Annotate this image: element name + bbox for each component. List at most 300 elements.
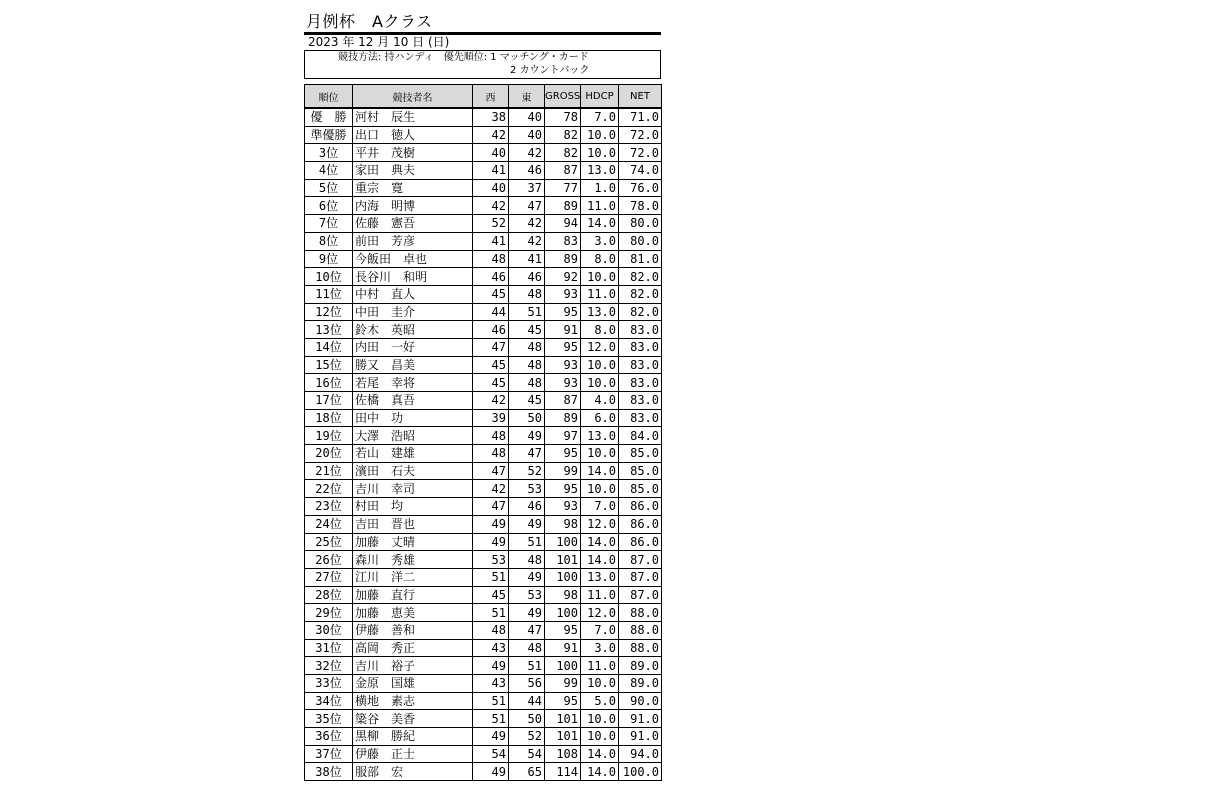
player-name-cell: 今飯田 卓也 bbox=[353, 250, 473, 268]
in-score-cell: 48 bbox=[509, 338, 545, 356]
gross-cell: 101 bbox=[545, 710, 581, 728]
in-score-cell: 45 bbox=[509, 321, 545, 339]
in-score-cell: 46 bbox=[509, 268, 545, 286]
out-score-cell: 51 bbox=[473, 568, 509, 586]
rank-cell: 13位 bbox=[305, 321, 353, 339]
hdcp-cell: 10.0 bbox=[581, 356, 619, 374]
gross-cell: 101 bbox=[545, 728, 581, 746]
in-score-cell: 40 bbox=[509, 126, 545, 144]
net-cell: 83.0 bbox=[619, 356, 662, 374]
gross-cell: 98 bbox=[545, 586, 581, 604]
in-score-cell: 48 bbox=[509, 374, 545, 392]
player-name-cell: 若山 建雄 bbox=[353, 445, 473, 463]
net-cell: 88.0 bbox=[619, 621, 662, 639]
out-score-cell: 48 bbox=[473, 427, 509, 445]
rank-cell: 32位 bbox=[305, 657, 353, 675]
rank-cell: 16位 bbox=[305, 374, 353, 392]
net-cell: 83.0 bbox=[619, 374, 662, 392]
table-row bbox=[305, 144, 662, 162]
table-row bbox=[305, 551, 662, 569]
player-name-cell: 田中 功 bbox=[353, 409, 473, 427]
net-cell: 86.0 bbox=[619, 498, 662, 516]
gross-cell: 78 bbox=[545, 108, 581, 126]
player-name-cell: 内海 明博 bbox=[353, 197, 473, 215]
player-name-cell: 濱田 石夫 bbox=[353, 462, 473, 480]
player-name-cell: 江川 洋二 bbox=[353, 568, 473, 586]
table-row bbox=[305, 321, 662, 339]
out-score-cell: 46 bbox=[473, 268, 509, 286]
table-row bbox=[305, 498, 662, 516]
player-name-cell: 内田 一好 bbox=[353, 338, 473, 356]
player-name-cell: 若尾 幸将 bbox=[353, 374, 473, 392]
player-name-cell: 佐橋 真吾 bbox=[353, 392, 473, 410]
in-score-cell: 49 bbox=[509, 515, 545, 533]
out-score-cell: 51 bbox=[473, 710, 509, 728]
hdcp-cell: 10.0 bbox=[581, 480, 619, 498]
player-name-cell: 河村 辰生 bbox=[353, 108, 473, 126]
in-score-cell: 47 bbox=[509, 197, 545, 215]
in-score-cell: 54 bbox=[509, 745, 545, 763]
player-name-cell: 伊藤 正士 bbox=[353, 745, 473, 763]
hdcp-cell: 13.0 bbox=[581, 568, 619, 586]
rules-line-2: 2 カウントバック bbox=[510, 65, 590, 76]
player-name-cell: 森川 秀雄 bbox=[353, 551, 473, 569]
rank-cell: 12位 bbox=[305, 303, 353, 321]
hdcp-cell: 12.0 bbox=[581, 515, 619, 533]
hdcp-cell: 4.0 bbox=[581, 392, 619, 410]
table-row bbox=[305, 710, 662, 728]
out-score-cell: 39 bbox=[473, 409, 509, 427]
in-score-cell: 52 bbox=[509, 728, 545, 746]
table-row bbox=[305, 232, 662, 250]
in-score-cell: 48 bbox=[509, 639, 545, 657]
out-score-cell: 45 bbox=[473, 374, 509, 392]
in-score-cell: 47 bbox=[509, 445, 545, 463]
hdcp-cell: 10.0 bbox=[581, 445, 619, 463]
in-score-cell: 42 bbox=[509, 144, 545, 162]
rules-line-1: 競技方法: 持ハンディ 優先順位: 1 マッチング・カード bbox=[338, 52, 589, 63]
gross-cell: 89 bbox=[545, 250, 581, 268]
in-score-cell: 50 bbox=[509, 409, 545, 427]
rank-cell: 38位 bbox=[305, 763, 353, 781]
player-name-cell: 出口 徳人 bbox=[353, 126, 473, 144]
player-name-cell: 金原 国雄 bbox=[353, 675, 473, 693]
hdcp-cell: 11.0 bbox=[581, 285, 619, 303]
in-score-cell: 65 bbox=[509, 763, 545, 781]
hdcp-cell: 14.0 bbox=[581, 533, 619, 551]
player-name-cell: 伊藤 善和 bbox=[353, 621, 473, 639]
table-row bbox=[305, 763, 662, 781]
net-cell: 83.0 bbox=[619, 338, 662, 356]
table-row bbox=[305, 162, 662, 180]
rank-cell: 3位 bbox=[305, 144, 353, 162]
rank-cell: 27位 bbox=[305, 568, 353, 586]
hdcp-cell: 14.0 bbox=[581, 462, 619, 480]
gross-cell: 91 bbox=[545, 321, 581, 339]
net-cell: 91.0 bbox=[619, 728, 662, 746]
in-score-cell: 42 bbox=[509, 232, 545, 250]
gross-cell: 100 bbox=[545, 533, 581, 551]
table-header-row bbox=[305, 85, 662, 109]
header-net: NET bbox=[619, 85, 662, 109]
table-row bbox=[305, 568, 662, 586]
out-score-cell: 49 bbox=[473, 515, 509, 533]
gross-cell: 100 bbox=[545, 568, 581, 586]
net-cell: 90.0 bbox=[619, 692, 662, 710]
header-hdcp: HDCP bbox=[581, 85, 619, 109]
net-cell: 82.0 bbox=[619, 303, 662, 321]
rank-cell: 34位 bbox=[305, 692, 353, 710]
net-cell: 89.0 bbox=[619, 657, 662, 675]
table-row bbox=[305, 745, 662, 763]
gross-cell: 95 bbox=[545, 303, 581, 321]
table-row bbox=[305, 268, 662, 286]
rank-cell: 26位 bbox=[305, 551, 353, 569]
rank-cell: 17位 bbox=[305, 392, 353, 410]
player-name-cell: 前田 芳彦 bbox=[353, 232, 473, 250]
out-score-cell: 45 bbox=[473, 356, 509, 374]
gross-cell: 97 bbox=[545, 427, 581, 445]
rank-cell: 9位 bbox=[305, 250, 353, 268]
rank-cell: 14位 bbox=[305, 338, 353, 356]
player-name-cell: 加藤 恵美 bbox=[353, 604, 473, 622]
in-score-cell: 48 bbox=[509, 356, 545, 374]
hdcp-cell: 14.0 bbox=[581, 763, 619, 781]
out-score-cell: 49 bbox=[473, 533, 509, 551]
hdcp-cell: 13.0 bbox=[581, 162, 619, 180]
rank-cell: 18位 bbox=[305, 409, 353, 427]
hdcp-cell: 10.0 bbox=[581, 144, 619, 162]
gross-cell: 91 bbox=[545, 639, 581, 657]
table-row bbox=[305, 126, 662, 144]
net-cell: 87.0 bbox=[619, 568, 662, 586]
gross-cell: 99 bbox=[545, 675, 581, 693]
net-cell: 80.0 bbox=[619, 215, 662, 233]
in-score-cell: 53 bbox=[509, 480, 545, 498]
event-date: 2023 年 12 月 10 日 (日) bbox=[308, 35, 450, 49]
player-name-cell: 佐藤 憲吾 bbox=[353, 215, 473, 233]
table-row bbox=[305, 621, 662, 639]
gross-cell: 93 bbox=[545, 356, 581, 374]
player-name-cell: 加藤 直行 bbox=[353, 586, 473, 604]
rank-cell: 4位 bbox=[305, 162, 353, 180]
rank-cell: 35位 bbox=[305, 710, 353, 728]
out-score-cell: 38 bbox=[473, 108, 509, 126]
out-score-cell: 42 bbox=[473, 480, 509, 498]
net-cell: 78.0 bbox=[619, 197, 662, 215]
gross-cell: 100 bbox=[545, 604, 581, 622]
net-cell: 85.0 bbox=[619, 445, 662, 463]
in-score-cell: 47 bbox=[509, 621, 545, 639]
gross-cell: 95 bbox=[545, 621, 581, 639]
gross-cell: 93 bbox=[545, 285, 581, 303]
net-cell: 84.0 bbox=[619, 427, 662, 445]
rank-cell: 15位 bbox=[305, 356, 353, 374]
results-sheet bbox=[304, 12, 661, 781]
hdcp-cell: 6.0 bbox=[581, 409, 619, 427]
net-cell: 87.0 bbox=[619, 586, 662, 604]
player-name-cell: 横地 素志 bbox=[353, 692, 473, 710]
gross-cell: 77 bbox=[545, 179, 581, 197]
gross-cell: 93 bbox=[545, 498, 581, 516]
player-name-cell: 吉田 晋也 bbox=[353, 515, 473, 533]
gross-cell: 89 bbox=[545, 409, 581, 427]
gross-cell: 100 bbox=[545, 657, 581, 675]
gross-cell: 87 bbox=[545, 392, 581, 410]
table-row bbox=[305, 108, 662, 126]
results-table bbox=[304, 84, 662, 781]
hdcp-cell: 11.0 bbox=[581, 197, 619, 215]
in-score-cell: 56 bbox=[509, 675, 545, 693]
net-cell: 91.0 bbox=[619, 710, 662, 728]
in-score-cell: 51 bbox=[509, 533, 545, 551]
table-row bbox=[305, 728, 662, 746]
out-score-cell: 42 bbox=[473, 197, 509, 215]
hdcp-cell: 11.0 bbox=[581, 657, 619, 675]
competition-rules-box bbox=[304, 50, 661, 79]
player-name-cell: 家田 典夫 bbox=[353, 162, 473, 180]
gross-cell: 95 bbox=[545, 445, 581, 463]
rank-cell: 11位 bbox=[305, 285, 353, 303]
gross-cell: 82 bbox=[545, 144, 581, 162]
in-score-cell: 51 bbox=[509, 657, 545, 675]
hdcp-cell: 13.0 bbox=[581, 303, 619, 321]
hdcp-cell: 12.0 bbox=[581, 604, 619, 622]
player-name-cell: 平井 茂樹 bbox=[353, 144, 473, 162]
player-name-cell: 簗谷 美香 bbox=[353, 710, 473, 728]
out-score-cell: 43 bbox=[473, 675, 509, 693]
hdcp-cell: 10.0 bbox=[581, 675, 619, 693]
hdcp-cell: 10.0 bbox=[581, 126, 619, 144]
header-out: 西 bbox=[473, 85, 509, 109]
gross-cell: 98 bbox=[545, 515, 581, 533]
hdcp-cell: 14.0 bbox=[581, 551, 619, 569]
table-row bbox=[305, 675, 662, 693]
table-row bbox=[305, 480, 662, 498]
gross-cell: 94 bbox=[545, 215, 581, 233]
rank-cell: 30位 bbox=[305, 621, 353, 639]
rank-cell: 19位 bbox=[305, 427, 353, 445]
out-score-cell: 40 bbox=[473, 179, 509, 197]
gross-cell: 108 bbox=[545, 745, 581, 763]
hdcp-cell: 10.0 bbox=[581, 710, 619, 728]
rank-cell: 10位 bbox=[305, 268, 353, 286]
table-row bbox=[305, 657, 662, 675]
gross-cell: 114 bbox=[545, 763, 581, 781]
rank-cell: 36位 bbox=[305, 728, 353, 746]
table-row bbox=[305, 427, 662, 445]
in-score-cell: 49 bbox=[509, 427, 545, 445]
net-cell: 82.0 bbox=[619, 268, 662, 286]
in-score-cell: 48 bbox=[509, 285, 545, 303]
in-score-cell: 44 bbox=[509, 692, 545, 710]
out-score-cell: 40 bbox=[473, 144, 509, 162]
in-score-cell: 53 bbox=[509, 586, 545, 604]
table-row bbox=[305, 303, 662, 321]
gross-cell: 89 bbox=[545, 197, 581, 215]
rank-cell: 準優勝 bbox=[305, 126, 353, 144]
in-score-cell: 46 bbox=[509, 498, 545, 516]
hdcp-cell: 7.0 bbox=[581, 108, 619, 126]
hdcp-cell: 3.0 bbox=[581, 232, 619, 250]
in-score-cell: 46 bbox=[509, 162, 545, 180]
in-score-cell: 51 bbox=[509, 303, 545, 321]
table-row bbox=[305, 445, 662, 463]
table-row bbox=[305, 338, 662, 356]
hdcp-cell: 10.0 bbox=[581, 268, 619, 286]
rank-cell: 6位 bbox=[305, 197, 353, 215]
gross-cell: 87 bbox=[545, 162, 581, 180]
hdcp-cell: 14.0 bbox=[581, 215, 619, 233]
net-cell: 85.0 bbox=[619, 480, 662, 498]
hdcp-cell: 8.0 bbox=[581, 321, 619, 339]
net-cell: 88.0 bbox=[619, 639, 662, 657]
net-cell: 71.0 bbox=[619, 108, 662, 126]
out-score-cell: 49 bbox=[473, 728, 509, 746]
in-score-cell: 49 bbox=[509, 568, 545, 586]
table-row bbox=[305, 392, 662, 410]
hdcp-cell: 14.0 bbox=[581, 745, 619, 763]
hdcp-cell: 10.0 bbox=[581, 374, 619, 392]
net-cell: 82.0 bbox=[619, 285, 662, 303]
out-score-cell: 48 bbox=[473, 621, 509, 639]
rank-cell: 28位 bbox=[305, 586, 353, 604]
out-score-cell: 45 bbox=[473, 586, 509, 604]
hdcp-cell: 7.0 bbox=[581, 498, 619, 516]
out-score-cell: 46 bbox=[473, 321, 509, 339]
hdcp-cell: 5.0 bbox=[581, 692, 619, 710]
table-row bbox=[305, 692, 662, 710]
rank-cell: 22位 bbox=[305, 480, 353, 498]
out-score-cell: 44 bbox=[473, 303, 509, 321]
net-cell: 100.0 bbox=[619, 763, 662, 781]
table-row bbox=[305, 533, 662, 551]
table-row bbox=[305, 409, 662, 427]
gross-cell: 99 bbox=[545, 462, 581, 480]
out-score-cell: 45 bbox=[473, 285, 509, 303]
hdcp-cell: 3.0 bbox=[581, 639, 619, 657]
player-name-cell: 高岡 秀正 bbox=[353, 639, 473, 657]
player-name-cell: 吉川 幸司 bbox=[353, 480, 473, 498]
gross-cell: 95 bbox=[545, 692, 581, 710]
gross-cell: 95 bbox=[545, 338, 581, 356]
rank-cell: 優 勝 bbox=[305, 108, 353, 126]
rank-cell: 5位 bbox=[305, 179, 353, 197]
hdcp-cell: 11.0 bbox=[581, 586, 619, 604]
page-title: 月例杯 Aクラス bbox=[306, 12, 433, 31]
player-name-cell: 重宗 寛 bbox=[353, 179, 473, 197]
rank-cell: 20位 bbox=[305, 445, 353, 463]
in-score-cell: 45 bbox=[509, 392, 545, 410]
gross-cell: 101 bbox=[545, 551, 581, 569]
hdcp-cell: 10.0 bbox=[581, 728, 619, 746]
rank-cell: 23位 bbox=[305, 498, 353, 516]
table-row bbox=[305, 374, 662, 392]
gross-cell: 82 bbox=[545, 126, 581, 144]
hdcp-cell: 7.0 bbox=[581, 621, 619, 639]
out-score-cell: 47 bbox=[473, 462, 509, 480]
in-score-cell: 48 bbox=[509, 551, 545, 569]
out-score-cell: 42 bbox=[473, 392, 509, 410]
net-cell: 80.0 bbox=[619, 232, 662, 250]
rank-cell: 21位 bbox=[305, 462, 353, 480]
rank-cell: 25位 bbox=[305, 533, 353, 551]
rank-cell: 8位 bbox=[305, 232, 353, 250]
net-cell: 72.0 bbox=[619, 144, 662, 162]
table-row bbox=[305, 197, 662, 215]
table-row bbox=[305, 586, 662, 604]
rank-cell: 33位 bbox=[305, 675, 353, 693]
gross-cell: 83 bbox=[545, 232, 581, 250]
table-row bbox=[305, 356, 662, 374]
table-row bbox=[305, 179, 662, 197]
net-cell: 81.0 bbox=[619, 250, 662, 268]
out-score-cell: 47 bbox=[473, 338, 509, 356]
table-row bbox=[305, 515, 662, 533]
gross-cell: 95 bbox=[545, 480, 581, 498]
out-score-cell: 41 bbox=[473, 162, 509, 180]
table-row bbox=[305, 639, 662, 657]
in-score-cell: 52 bbox=[509, 462, 545, 480]
net-cell: 86.0 bbox=[619, 533, 662, 551]
player-name-cell: 村田 均 bbox=[353, 498, 473, 516]
header-player-name: 競技者名 bbox=[353, 85, 473, 109]
in-score-cell: 49 bbox=[509, 604, 545, 622]
player-name-cell: 中田 圭介 bbox=[353, 303, 473, 321]
net-cell: 72.0 bbox=[619, 126, 662, 144]
hdcp-cell: 1.0 bbox=[581, 179, 619, 197]
net-cell: 87.0 bbox=[619, 551, 662, 569]
player-name-cell: 加藤 丈晴 bbox=[353, 533, 473, 551]
in-score-cell: 41 bbox=[509, 250, 545, 268]
table-row bbox=[305, 462, 662, 480]
out-score-cell: 54 bbox=[473, 745, 509, 763]
out-score-cell: 42 bbox=[473, 126, 509, 144]
net-cell: 83.0 bbox=[619, 392, 662, 410]
in-score-cell: 40 bbox=[509, 108, 545, 126]
table-row bbox=[305, 215, 662, 233]
out-score-cell: 43 bbox=[473, 639, 509, 657]
out-score-cell: 51 bbox=[473, 604, 509, 622]
net-cell: 86.0 bbox=[619, 515, 662, 533]
player-name-cell: 中村 直人 bbox=[353, 285, 473, 303]
rank-cell: 37位 bbox=[305, 745, 353, 763]
player-name-cell: 長谷川 和明 bbox=[353, 268, 473, 286]
player-name-cell: 大澤 浩昭 bbox=[353, 427, 473, 445]
out-score-cell: 48 bbox=[473, 445, 509, 463]
out-score-cell: 51 bbox=[473, 692, 509, 710]
gross-cell: 93 bbox=[545, 374, 581, 392]
player-name-cell: 黒柳 勝紀 bbox=[353, 728, 473, 746]
hdcp-cell: 8.0 bbox=[581, 250, 619, 268]
rank-cell: 7位 bbox=[305, 215, 353, 233]
table-row bbox=[305, 604, 662, 622]
hdcp-cell: 12.0 bbox=[581, 338, 619, 356]
out-score-cell: 52 bbox=[473, 215, 509, 233]
out-score-cell: 41 bbox=[473, 232, 509, 250]
rank-cell: 24位 bbox=[305, 515, 353, 533]
table-row bbox=[305, 285, 662, 303]
player-name-cell: 吉川 裕子 bbox=[353, 657, 473, 675]
net-cell: 89.0 bbox=[619, 675, 662, 693]
net-cell: 74.0 bbox=[619, 162, 662, 180]
header-in: 東 bbox=[509, 85, 545, 109]
rank-cell: 29位 bbox=[305, 604, 353, 622]
player-name-cell: 鈴木 英昭 bbox=[353, 321, 473, 339]
player-name-cell: 勝又 昌美 bbox=[353, 356, 473, 374]
out-score-cell: 47 bbox=[473, 498, 509, 516]
net-cell: 85.0 bbox=[619, 462, 662, 480]
